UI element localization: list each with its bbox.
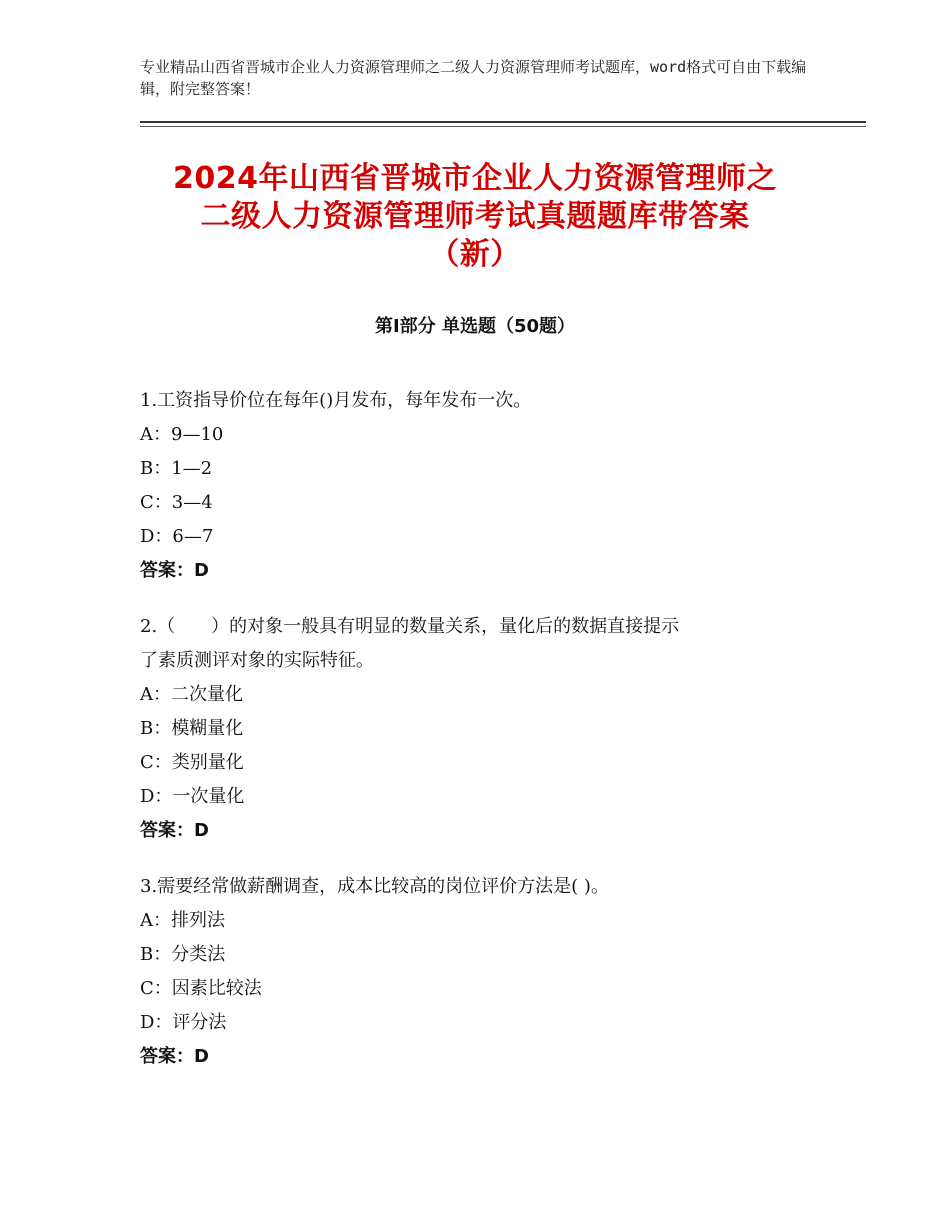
header-note: 专业精品山西省晋城市企业人力资源管理师之二级人力资源管理师考试题库，word格式可自由下载编辑，附完整答案！ bbox=[140, 58, 807, 98]
option-a: A：二次量化 bbox=[140, 684, 243, 705]
option-c: C：类别量化 bbox=[140, 752, 244, 773]
option-a: A：9—10 bbox=[140, 424, 224, 445]
title-line: （新） bbox=[429, 237, 521, 272]
section-heading: 第Ⅰ部分 单选题（50题） bbox=[374, 316, 575, 337]
question-stem-continued: 了素质测评对象的实际特征。 bbox=[140, 650, 374, 671]
answer: 答案：D bbox=[140, 820, 209, 841]
question-stem: 2.（ ）的对象一般具有明显的数量关系，量化后的数据直接提示 bbox=[140, 616, 680, 637]
option-a: A：排列法 bbox=[140, 910, 225, 931]
option-b: B：分类法 bbox=[140, 944, 226, 965]
question-1 bbox=[140, 384, 820, 588]
option-c: C：3—4 bbox=[140, 492, 213, 513]
option-c: C：因素比较法 bbox=[140, 978, 262, 999]
header-rule-thin bbox=[140, 126, 866, 127]
option-d: D：6—7 bbox=[140, 526, 214, 547]
question-stem: 3.需要经常做薪酬调查，成本比较高的岗位评价方法是( )。 bbox=[140, 876, 609, 897]
question-stem: 1.工资指导价位在每年()月发布，每年发布一次。 bbox=[140, 390, 532, 411]
question-3 bbox=[140, 870, 820, 1074]
answer: 答案：D bbox=[140, 560, 209, 581]
option-b: B：模糊量化 bbox=[140, 718, 244, 739]
document-title bbox=[100, 160, 850, 274]
option-d: D：一次量化 bbox=[140, 786, 245, 807]
question-2 bbox=[140, 610, 820, 848]
option-b: B：1—2 bbox=[140, 458, 213, 479]
answer: 答案：D bbox=[140, 1046, 209, 1067]
title-line: 二级人力资源管理师考试真题题库带答案 bbox=[200, 199, 750, 234]
option-d: D：评分法 bbox=[140, 1012, 227, 1033]
title-line: 2024年山西省晋城市企业人力资源管理师之 bbox=[173, 161, 777, 196]
question-list bbox=[140, 384, 820, 1096]
header-rule-thick bbox=[140, 121, 866, 123]
